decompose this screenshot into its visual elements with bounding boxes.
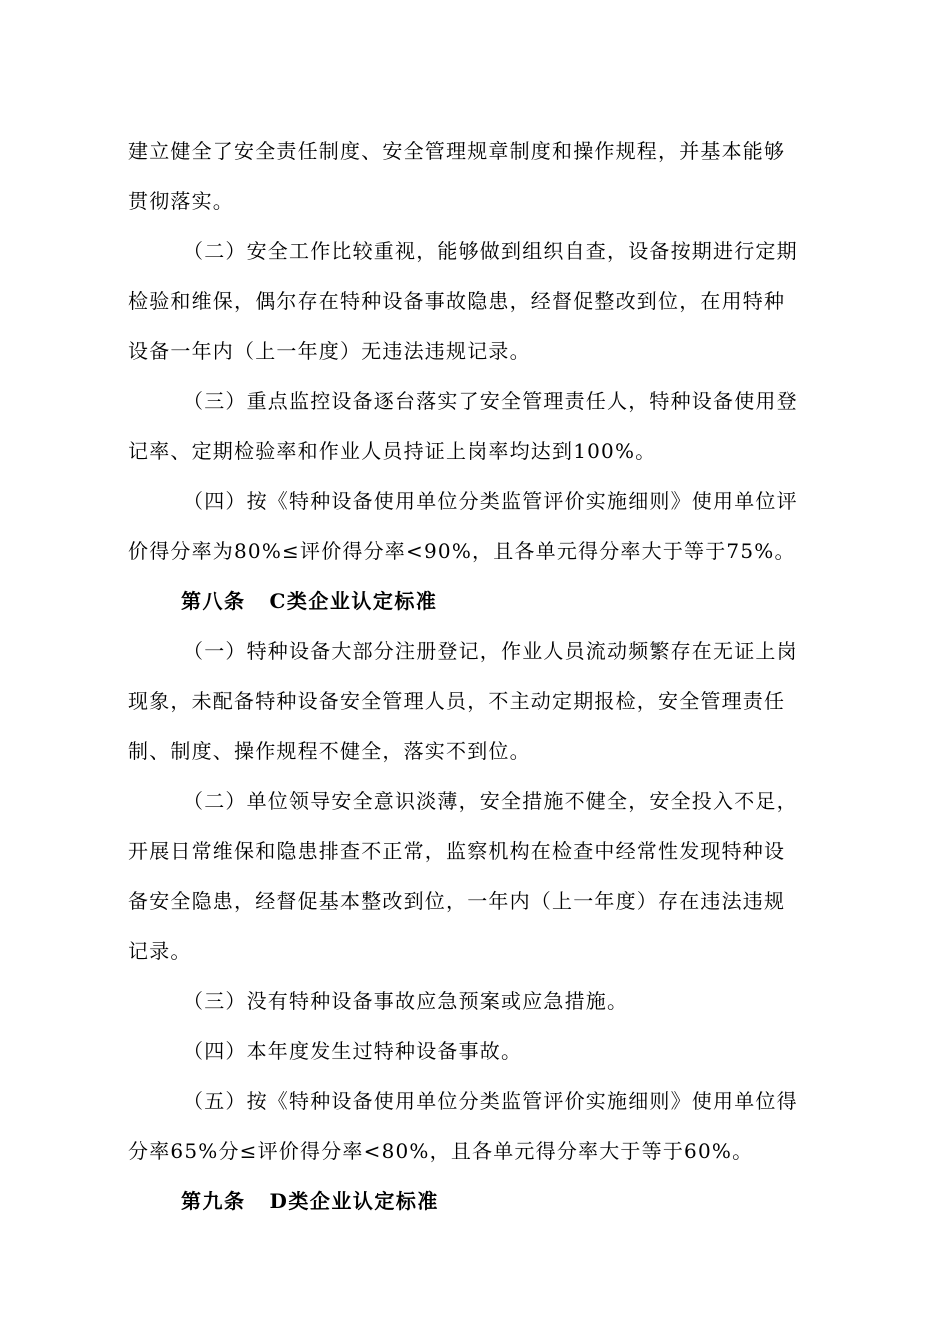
paragraph-line: （四）本年度发生过特种设备事故。 bbox=[183, 1039, 523, 1063]
paragraph-line: 开展日常维保和隐患排查不正常，监察机构在检查中经常性发现特种设 bbox=[128, 839, 786, 863]
paragraph-line: 制、制度、操作规程不健全，落实不到位。 bbox=[128, 739, 531, 763]
paragraph-line: （三）重点监控设备逐台落实了安全管理责任人，特种设备使用登 bbox=[183, 389, 798, 413]
paragraph-line: （一）特种设备大部分注册登记，作业人员流动频繁存在无证上岗 bbox=[183, 639, 798, 663]
paragraph-line: （五）按《特种设备使用单位分类监管评价实施细则》使用单位得 bbox=[183, 1089, 798, 1113]
paragraph-line: （四）按《特种设备使用单位分类监管评价实施细则》使用单位评 bbox=[183, 489, 798, 513]
paragraph-line: 建立健全了安全责任制度、安全管理规章制度和操作规程，并基本能够 bbox=[128, 139, 786, 163]
article-number: 第八条 bbox=[181, 589, 246, 613]
paragraph-line: 备安全隐患，经督促基本整改到位，一年内（上一年度）存在违法违规 bbox=[128, 889, 786, 913]
paragraph-line: （二）单位领导安全意识淡薄，安全措施不健全，安全投入不足， bbox=[183, 789, 798, 813]
paragraph-line: 记率、定期检验率和作业人员持证上岗率均达到100%。 bbox=[128, 439, 657, 463]
paragraph-line: 分率65%分≤评价得分率<80%，且各单元得分率大于等于60%。 bbox=[128, 1139, 754, 1163]
paragraph-line: 现象，未配备特种设备安全管理人员，不主动定期报检，安全管理责任 bbox=[128, 689, 786, 713]
article-heading bbox=[181, 1187, 881, 1215]
article-title: D类企业认定标准 bbox=[269, 1189, 439, 1213]
paragraph-line: （二）安全工作比较重视，能够做到组织自查，设备按期进行定期 bbox=[183, 239, 798, 263]
article-heading bbox=[181, 587, 881, 615]
article-number: 第九条 bbox=[181, 1189, 246, 1213]
paragraph-line: （三）没有特种设备事故应急预案或应急措施。 bbox=[183, 989, 629, 1013]
article-title: C类企业认定标准 bbox=[269, 589, 438, 613]
paragraph-line: 价得分率为80%≤评价得分率<90%，且各单元得分率大于等于75%。 bbox=[128, 539, 796, 563]
paragraph-line: 设备一年内（上一年度）无违法违规记录。 bbox=[128, 339, 531, 363]
paragraph-line: 检验和维保，偶尔存在特种设备事故隐患，经督促整改到位，在用特种 bbox=[128, 289, 786, 313]
paragraph-line: 贯彻落实。 bbox=[128, 189, 234, 213]
paragraph-line: 记录。 bbox=[128, 939, 192, 963]
